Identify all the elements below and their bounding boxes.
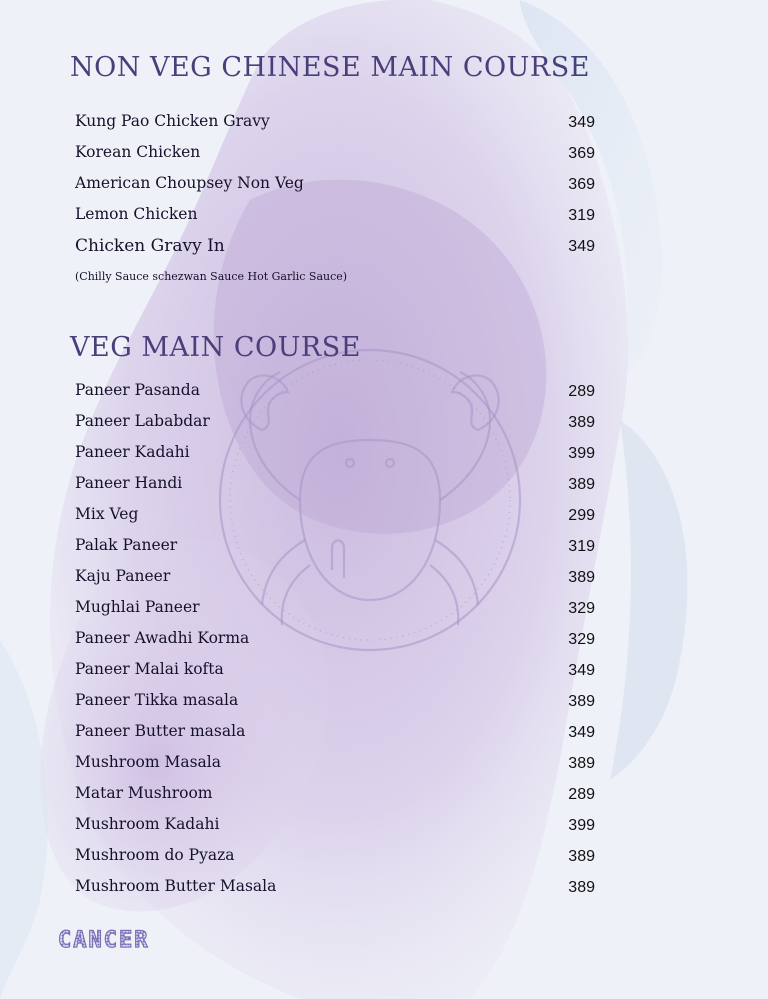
item-price: 389 xyxy=(568,476,595,493)
menu-item xyxy=(75,205,595,236)
item-price: 389 xyxy=(568,414,595,431)
item-name: Mushroom Kadahi xyxy=(75,815,220,833)
item-name: Chicken Gravy In xyxy=(75,236,225,256)
item-name: Paneer Lababdar xyxy=(75,412,210,430)
menu-item xyxy=(75,567,595,598)
item-price: 389 xyxy=(568,879,595,896)
item-name: Paneer Pasanda xyxy=(75,381,200,399)
item-price: 369 xyxy=(568,145,595,162)
item-name: Paneer Handi xyxy=(75,474,183,492)
menu-item xyxy=(75,660,595,691)
item-name: Mix Veg xyxy=(75,505,139,523)
menu-item xyxy=(75,474,595,505)
item-name: Paneer Malai kofta xyxy=(75,660,224,678)
menu-item xyxy=(75,236,595,267)
item-name: Mushroom do Pyaza xyxy=(75,846,235,864)
item-price: 319 xyxy=(568,538,595,555)
item-price: 299 xyxy=(568,507,595,524)
item-price: 399 xyxy=(568,445,595,462)
menu-item xyxy=(75,691,595,722)
section-title-nonveg-chinese: NON VEG CHINESE MAIN COURSE xyxy=(70,52,590,83)
item-name: Paneer Awadhi Korma xyxy=(75,629,250,647)
item-price: 389 xyxy=(568,569,595,586)
menu-item xyxy=(75,143,595,174)
item-price: 389 xyxy=(568,693,595,710)
menu-item xyxy=(75,629,595,660)
item-name: Mushroom Masala xyxy=(75,753,221,771)
item-name: Mushroom Butter Masala xyxy=(75,877,277,895)
item-price: 349 xyxy=(568,724,595,741)
menu-item xyxy=(75,877,595,908)
item-name: Lemon Chicken xyxy=(75,205,198,223)
menu-list-veg-main xyxy=(75,381,595,908)
item-price: 349 xyxy=(568,238,595,255)
section-title-veg-main: VEG MAIN COURSE xyxy=(70,332,361,363)
item-name: Korean Chicken xyxy=(75,143,201,161)
item-name: Paneer Kadahi xyxy=(75,443,190,461)
menu-list-nonveg-chinese xyxy=(75,112,595,267)
menu-item xyxy=(75,443,595,474)
item-price: 399 xyxy=(568,817,595,834)
item-price: 329 xyxy=(568,631,595,648)
item-name: Kaju Paneer xyxy=(75,567,171,585)
item-name: Paneer Tikka masala xyxy=(75,691,239,709)
menu-item xyxy=(75,174,595,205)
item-price: 289 xyxy=(568,786,595,803)
menu-item xyxy=(75,536,595,567)
item-name: Matar Mushroom xyxy=(75,784,213,802)
item-price: 319 xyxy=(568,207,595,224)
item-name: Palak Paneer xyxy=(75,536,178,554)
sauce-options-note: (Chilly Sauce schezwan Sauce Hot Garlic Sauce) xyxy=(75,270,348,283)
item-name: Kung Pao Chicken Gravy xyxy=(75,112,270,130)
menu-item xyxy=(75,112,595,143)
menu-item xyxy=(75,505,595,536)
menu-item xyxy=(75,598,595,629)
item-price: 349 xyxy=(568,662,595,679)
item-name: American Choupsey Non Veg xyxy=(75,174,304,192)
menu-item xyxy=(75,784,595,815)
item-price: 369 xyxy=(568,176,595,193)
item-price: 329 xyxy=(568,600,595,617)
item-price: 349 xyxy=(568,114,595,131)
item-name: Mughlai Paneer xyxy=(75,598,200,616)
menu-item xyxy=(75,381,595,412)
menu-item xyxy=(75,846,595,877)
brand-logo: CANCER xyxy=(58,928,150,953)
menu-item xyxy=(75,815,595,846)
item-price: 389 xyxy=(568,755,595,772)
menu-item xyxy=(75,753,595,784)
menu-item xyxy=(75,722,595,753)
menu-item xyxy=(75,412,595,443)
item-price: 389 xyxy=(568,848,595,865)
item-price: 289 xyxy=(568,383,595,400)
item-name: Paneer Butter masala xyxy=(75,722,246,740)
